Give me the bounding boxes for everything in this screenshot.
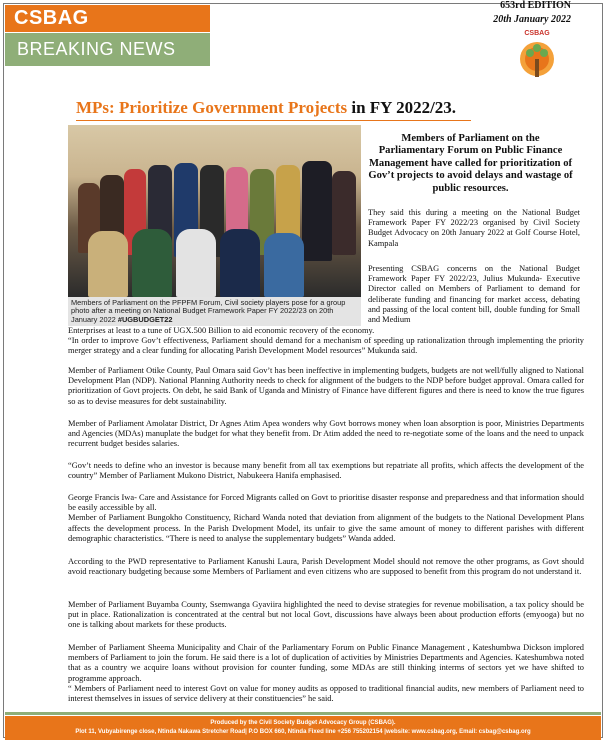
body-paragraph-2: Member of Parliament Otike County, Paul Omara said Gov’t has been ineffective in implementing budgets, budgets are not well/fully aligned to National Development Plan (NDP). National Planning Authority needs to check for alignment of the budgets to the NDP before budget approval. Omara called for prioritization of Govt projects. On debt, he said Bank of Uganda and Ministry of Finance have different figures and there is need to know the true figures so as to devise measures for debt sustainability. (68, 366, 584, 406)
logo-tree-icon (517, 37, 557, 81)
breaking-news-banner: BREAKING NEWS (5, 33, 210, 66)
body-paragraph-4: “Gov’t needs to define who an investor is because many benefit from all tax exemptions but repatriate all profits, which affects the development of the country” Member of Parliament Mukono District, Nabukeera Hanifa emphasised. (68, 461, 584, 481)
photo-hashtag: #UGBUDGET22 (117, 314, 173, 324)
body-paragraph-5: George Francis Iwa- Care and Assistance for Forced Migrants called on Govt to prioritise disaster response and preparedness and that information should be easily accessible by all. Member of Parliament Bungokho Constituency, Richard Wanda noted that deviation from alignment of the budgets to the National Development Plans affects the development process. In the Parish Dvelopment Model, its unfair to give the same amount of money to different parishes with different demographic characteristics. “There is need to analyse the supplementary budgets” Wanda added. (68, 493, 584, 543)
headline-underline (76, 120, 471, 121)
photo-caption (68, 297, 361, 326)
edition-info (493, 0, 571, 25)
lead-paragraph: Members of Parliament on the Parliamentary Forum on Public Finance Management have called for prioritization of Gov’t projects to avoid delays and wastage of public resources. (368, 133, 573, 194)
headline (76, 98, 526, 118)
body-paragraph-3: Member of Parliament Amolatar District, Dr Agnes Atim Apea wonders why Govt borrows money when loan absorption is poor, Ministries Departments and Agencies (MDAs) manuplate the budget for what they benefit from. Dr Atim added the need to re-negotiate some of the loans and the need to unpack recurrent budget besides salaries. (68, 419, 584, 449)
csbag-logo (517, 30, 557, 85)
side-paragraph-2: Presenting CSBAG concerns on the National Budget Framework Paper FY 2022/23, Julius Mukunda- Executive Director called on Members of Parliament to demand for deliberate funding and financing for market access, debating and passing of the local content bill, double funding for Small and Medium (368, 264, 580, 325)
body-paragraph-8: Member of Parliament Sheema Municipality and Chair of the Parliamentary Forum on Public Finance Management , Kateshumbwa Dickson implored members of Parliament to join the forum. He said there is a lot of duplication of activities by Ministries Departments and Agencies. Kateshumbwa noted that as a country we acquire loans without provision for counter funding, some MDAs are still thinking interms of sectors yet we have shifted to programme approach. “ Members of Parliament need to interest Govt on value for money audits as opposed to traditional financial audits, new members of Parliament need to interest themselves in issues of service delivery at their constituencies” he said. (68, 643, 584, 704)
group-photo (68, 125, 361, 297)
footer-stripe (5, 712, 601, 715)
headline-highlight: MPs: Prioritize Government Projects (76, 98, 348, 117)
logo-text: CSBAG (524, 30, 550, 37)
edition-date: 20th January 2022 (493, 14, 571, 25)
edition-number: 653rd EDITION (500, 0, 571, 11)
body-paragraph-6: According to the PWD representative to Parliament Kanushi Laura, Parish Development Model should not remove the other programs, as Govt should avoid reactionary budgeting because some Members of Parliament and even citizens who are supposed to benefit from this program do not understand it. (68, 557, 584, 577)
footer (5, 716, 601, 740)
headline-rest: in FY 2022/23. (347, 98, 457, 117)
side-paragraph-1: They said this during a meeting on the National Budget Framework Paper FY 2022/23 organised by Civil Society Budget Advocacy on 20th January 2022 at Golf Course Hotel, Kampala (368, 208, 580, 248)
body-paragraph-7: Member of Parliament Buyamba County, Ssemwanga Gyaviira highlighted the need to devise strategies for revenue mobilisation, a tax policy should be put in place. Rationalization is concentrated at the central but not local Govt, discussions have always been about production efforts (emyooga) but no one is talking about markets for these products. (68, 600, 584, 630)
brand-title: CSBAG (5, 5, 210, 32)
footer-contacts: Plot 11, Vubyabirenge close, Ntinda Nakawa Stretcher Road| P.O BOX 660, Ntinda Fixed line +256 755202154 |website: www.csbag.org, Email: csbag@csbag.org (75, 728, 531, 735)
footer-producer: Produced by the Civil Society Budget Advocacy Group (CSBAG). (210, 720, 396, 726)
body-paragraph-1: Enterprises at least to a tune of UGX.500 Billion to aid economic recovery of the economy. “In order to improve Gov’t effectiveness, Parliament should demand for a mechanism of speeding up rationalization through implementing the priority merger strategy and a clear funding for allocating Parish Development Model resources” Mukunda said. (68, 326, 584, 356)
photo-caption-text: Members of Parliament on the PFPFM Forum, Civil society players pose for a group photo after a meeting on National Budget Framework Paper FY 2022/23 on 20th January 2022 (71, 298, 346, 324)
